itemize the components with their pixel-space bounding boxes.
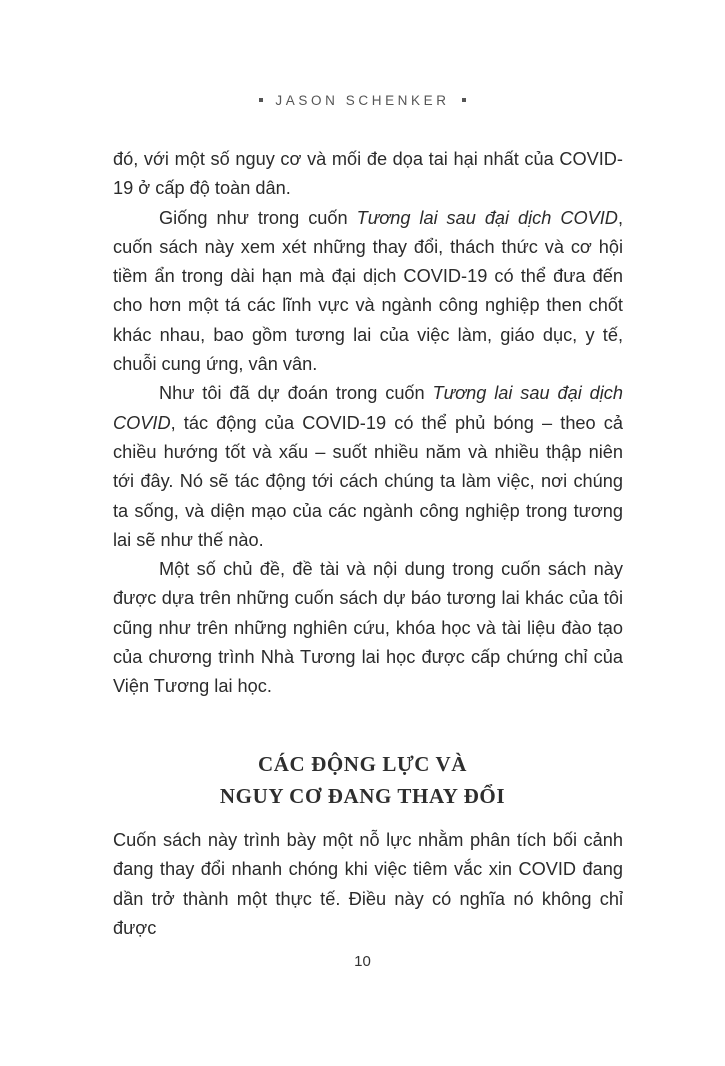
book-title-italic: Tương lai sau đại dịch COVID bbox=[356, 207, 618, 228]
text-segment: Như tôi đã dự đoán trong cuốn bbox=[159, 383, 433, 404]
text-segment: đó, với một số nguy cơ và mối đe dọa tai hại nhất của COVID-19 ở cấp độ toàn dân. bbox=[113, 149, 623, 199]
section-heading-line-1: CÁC ĐỘNG LỰC VÀ bbox=[257, 752, 468, 776]
book-title-italic: Tương lai sau đại dịch COVID bbox=[113, 383, 623, 433]
section-heading-line-2: NGUY CƠ ĐANG THAY ĐỔI bbox=[219, 784, 506, 808]
running-header bbox=[0, 93, 725, 108]
text-segment: , tác động của COVID-19 có thể phủ bóng – theo cả chiều hướng tốt và xấu – suốt nhiều năm và nhiều thập niên tới đây. Nó sẽ tác động tới cách chúng ta làm việc, nơi chúng ta sống, và diện mạo của các ngành công nghiệp trong tương lai sẽ như thế nào. bbox=[113, 412, 623, 550]
text-segment: , cuốn sách này xem xét những thay đổi, thách thức và cơ hội tiềm ẩn trong dài hạn mà đại dịch COVID-19 có thể đưa đến cho hơn một tá các lĩnh vực và ngành công nghiệp then chốt khác nhau, bao gồm tương lai của việc làm, giáo dục, y tế, chuỗi cung ứng, vân vân. bbox=[113, 207, 623, 375]
text-segment: Cuốn sách này trình bày một nỗ lực nhằm phân tích bối cảnh đang thay đổi nhanh chóng khi việc tiêm vắc xin COVID đang dần trở thành một thực tế. Điều này có nghĩa nó không chỉ được bbox=[113, 830, 623, 938]
body-text-bottom bbox=[113, 826, 623, 943]
section-heading bbox=[0, 748, 725, 812]
body-text-top bbox=[113, 145, 623, 702]
square-bullet-icon bbox=[462, 98, 466, 102]
text-segment: Một số chủ đề, đề tài và nội dung trong cuốn sách này được dựa trên những cuốn sách dự báo tương lai khác của tôi cũng như trên những nghiên cứu, khóa học và tài liệu đào tạo của chương trình Nhà Tương lai học được cấp chứng chỉ của Viện Tương lai học. bbox=[113, 559, 623, 697]
paragraph bbox=[113, 204, 623, 380]
text-segment: Giống như trong cuốn bbox=[159, 207, 357, 228]
paragraph bbox=[113, 145, 623, 204]
square-bullet-icon bbox=[259, 98, 263, 102]
page-number: 10 bbox=[354, 953, 371, 970]
paragraph bbox=[113, 555, 623, 701]
paragraph bbox=[113, 826, 623, 943]
running-header-title: JASON SCHENKER bbox=[275, 93, 450, 108]
paragraph bbox=[113, 379, 623, 555]
